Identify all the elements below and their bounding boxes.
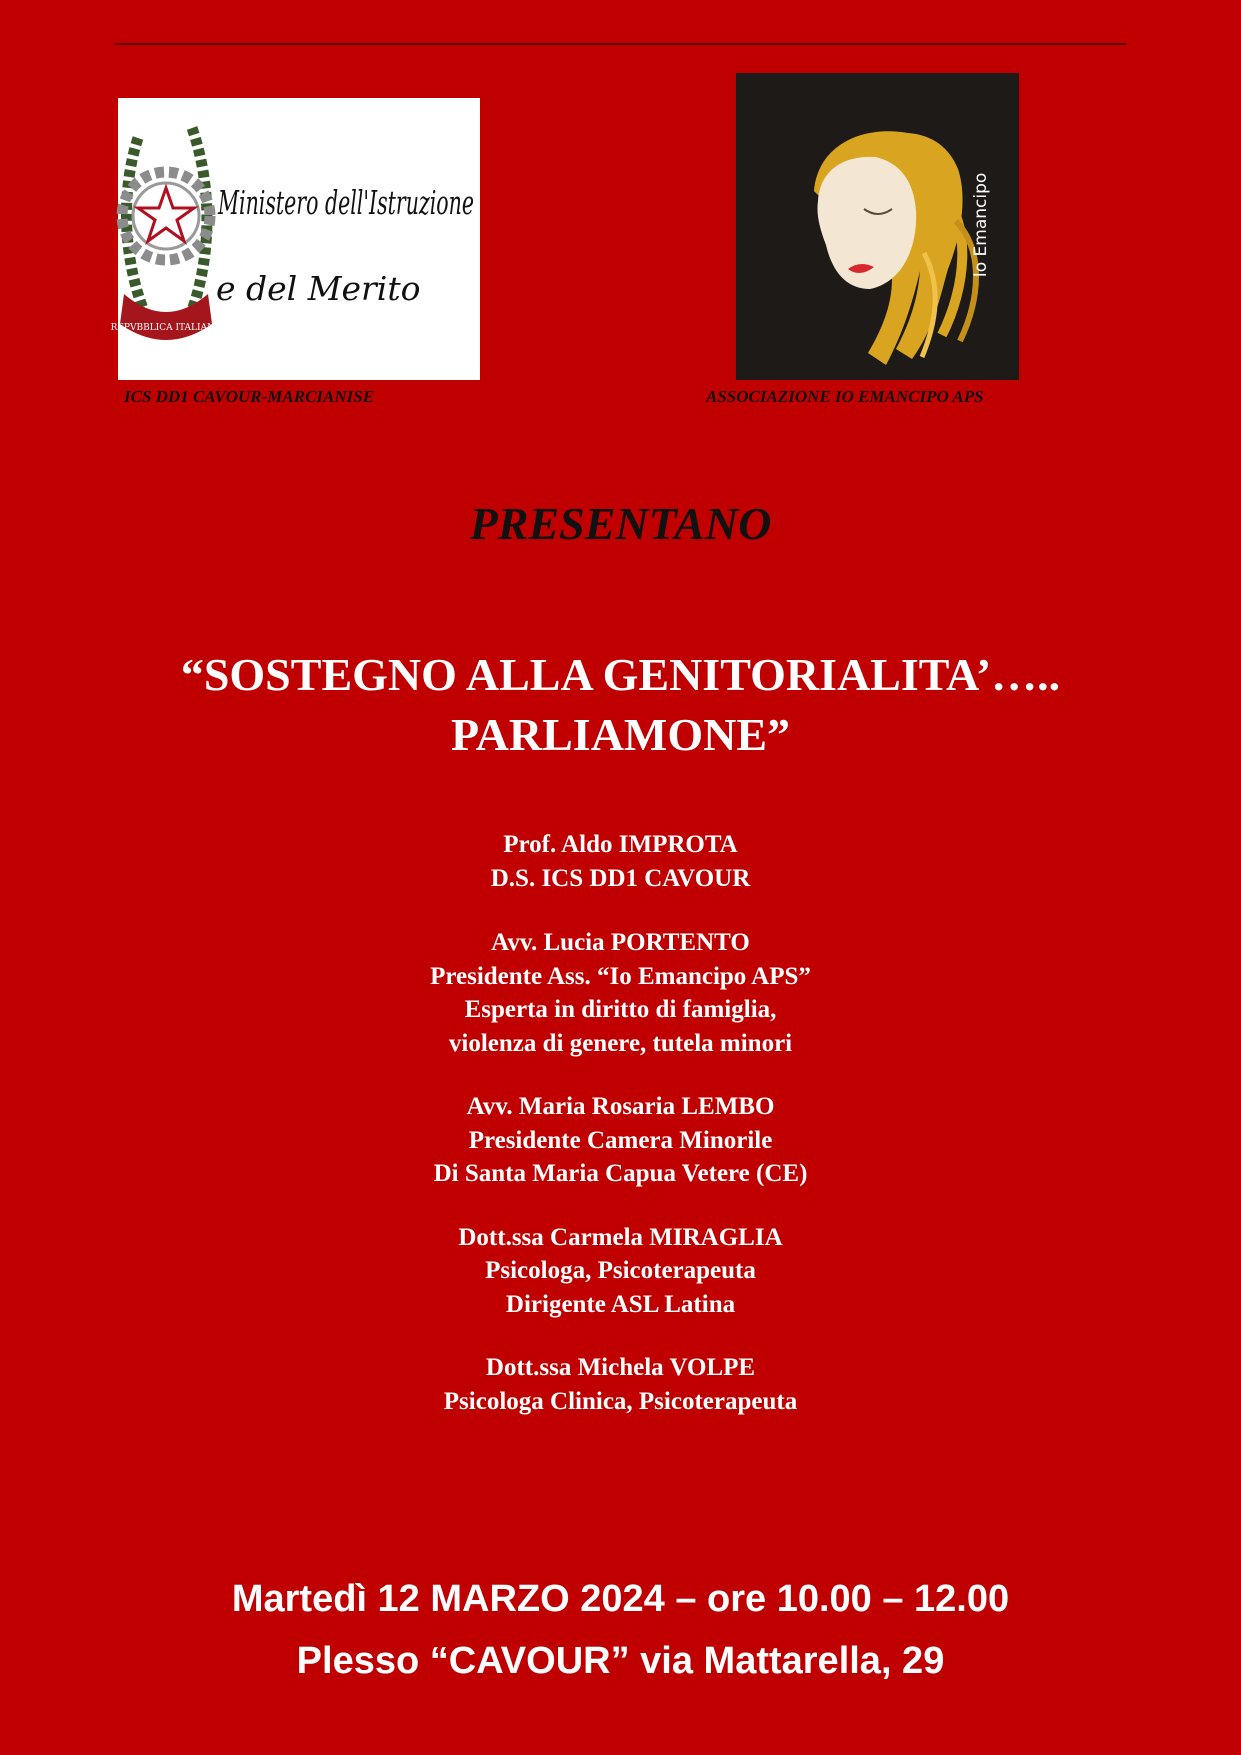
heading-presentano: PRESENTANO — [469, 498, 772, 549]
speaker-line: Psicologa, Psicoterapeuta — [485, 1257, 756, 1284]
event-location: Plesso “CAVOUR” via Mattarella, 29 — [296, 1640, 945, 1682]
speaker-volpe — [0, 1351, 1241, 1418]
emblem-icon — [110, 98, 480, 380]
speaker-improta — [0, 828, 1241, 896]
speaker-line: Psicologa Clinica, Psicoterapeuta — [443, 1387, 798, 1415]
svg-text:REPVBBLICA ITALIANA: REPVBBLICA ITALIANA — [110, 323, 222, 333]
speaker-portento — [0, 926, 1241, 1060]
speaker-line: Dott.ssa Carmela MIRAGLIA — [458, 1223, 783, 1251]
speaker-line: Avv. Lucia PORTENTO — [491, 929, 750, 956]
speaker-line: Dott.ssa Michela VOLPE — [485, 1354, 756, 1381]
speaker-line: Di Santa Maria Capua Vetere (CE) — [433, 1160, 808, 1187]
speakers-list — [0, 828, 1241, 1448]
svg-text:Ministero dell'Istruzione: Ministero dell'Istruzione — [217, 183, 475, 222]
woman-face-icon — [736, 73, 1019, 380]
ministero-logo — [110, 98, 480, 380]
event-title — [0, 645, 1241, 765]
speaker-line: D.S. ICS DD1 CAVOUR — [490, 865, 751, 892]
event-date: Martedì 12 MARZO 2024 – ore 10.00 – 12.00 — [231, 1578, 1010, 1620]
event-title-line: “SOSTEGNO ALLA GENITORIALITA’….. — [180, 649, 1061, 700]
speaker-line: Presidente Camera Minorile — [468, 1126, 773, 1154]
io-emancipo-logo — [736, 73, 1019, 380]
svg-text:Io Emancipo: Io Emancipo — [971, 172, 991, 278]
speaker-line: Presidente Ass. “Io Emancipo APS” — [430, 962, 811, 990]
speaker-miraglia — [0, 1221, 1241, 1322]
speaker-line: violenza di genere, tutela minori — [448, 1029, 793, 1057]
speaker-line: Dirigente ASL Latina — [505, 1290, 736, 1318]
logo-right-caption: ASSOCIAZIONE IO EMANCIPO APS — [706, 387, 984, 406]
speaker-line: Avv. Maria Rosaria LEMBO — [466, 1093, 775, 1120]
logo-left-caption: ICS DD1 CAVOUR-MARCIANISE — [124, 387, 375, 406]
speaker-line: Prof. Aldo IMPROTA — [503, 831, 738, 858]
svg-text:e del Merito: e del Merito — [216, 269, 421, 308]
speaker-line: Esperta in diritto di famiglia, — [464, 996, 777, 1023]
top-divider — [115, 43, 1126, 45]
event-title-line: PARLIAMONE” — [450, 709, 791, 760]
event-details — [0, 1568, 1241, 1692]
speaker-lembo — [0, 1090, 1241, 1191]
